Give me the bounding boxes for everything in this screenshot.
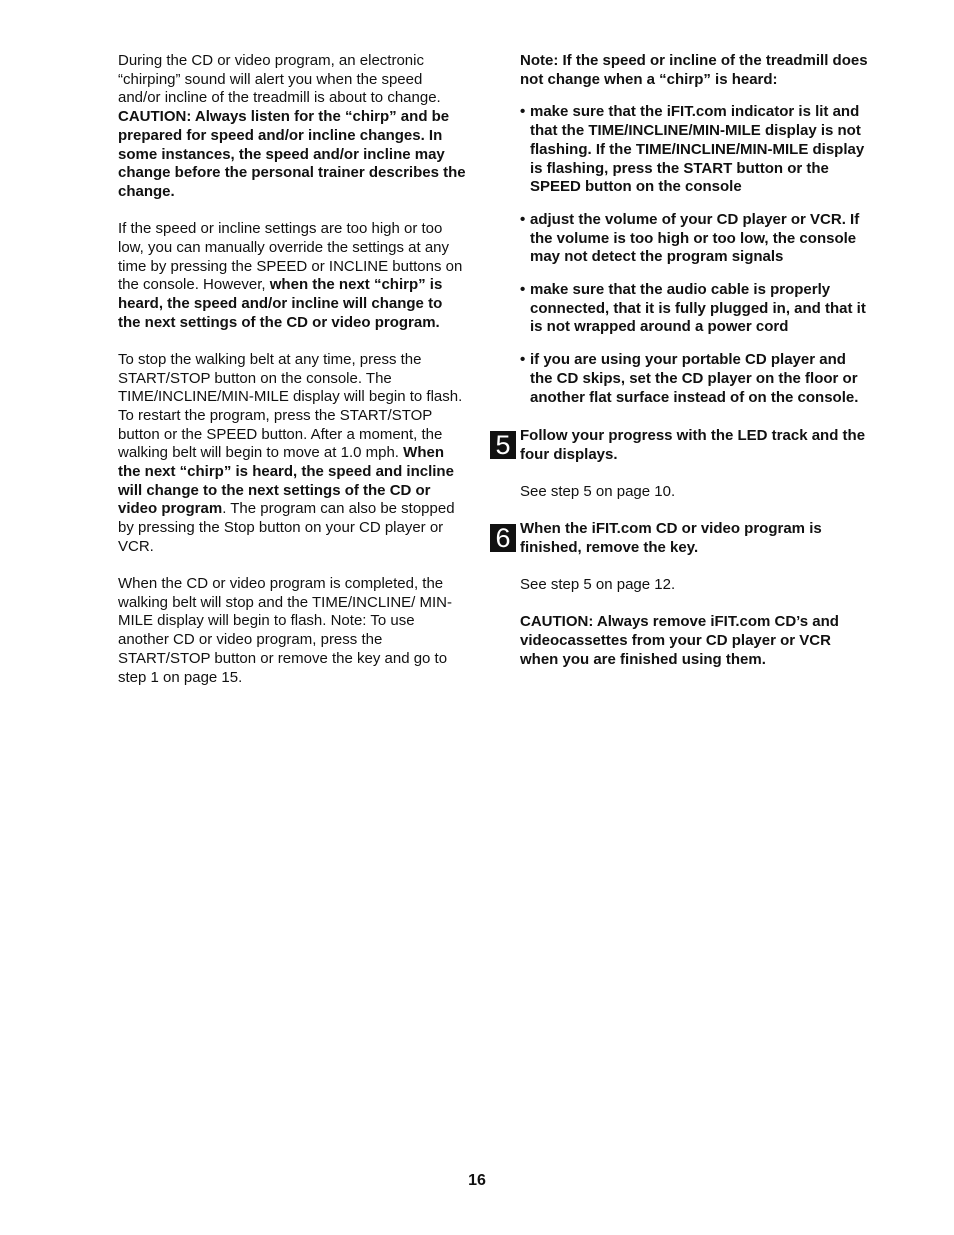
page-number: 16 xyxy=(468,1172,486,1189)
step-title: Follow your progress with the LED track and the four displays. xyxy=(520,427,866,463)
bullet-dot: • xyxy=(520,281,526,299)
bullet-item: • if you are using your portable CD player and the CD skips, set the CD player on the floor or another flat surface instead of on the console. xyxy=(520,351,859,406)
bullet-dot: • xyxy=(520,351,526,369)
step-6 xyxy=(495,520,872,557)
troubleshoot-note: Note: If the speed or incline of the treadmill does not change when a “chirp” is heard: xyxy=(520,52,868,88)
step-number-badge: 5 xyxy=(490,431,516,459)
step-title: When the iFIT.com CD or video program is finished, remove the key. xyxy=(520,520,822,557)
override-paragraph: If the speed or incline settings are too high or too low, you can manually override the settings at any time by pressing the SPEED or INCLINE buttons on the console. However, when the next “chirp” is heard, the speed and/or incline will change to the next settings of the CD or video program. xyxy=(118,220,463,331)
step-5 xyxy=(495,427,872,464)
step-number-badge: 6 xyxy=(490,524,516,552)
program-completed-paragraph: When the CD or video program is completed, the walking belt will stop and the TIME/INCLINE/ MIN-MILE display will begin to flash. Note: To use another CD or video program, press the START/STOP button or remove the key and go to step 1 on page 15. xyxy=(118,575,453,686)
chirp-caution: CAUTION: Always listen for the “chirp” and be prepared for speed and/or incline changes. In some instances, the speed and/or incline may change before the personal trainer describes the change. xyxy=(118,108,466,200)
remove-cd-caution: CAUTION: Always remove iFIT.com CD’s and videocassettes from your CD player or VCR when you are finished using them. xyxy=(520,613,839,668)
right-column xyxy=(495,52,872,670)
chirp-paragraph: During the CD or video program, an electronic “chirping” sound will alert you when the speed and/or incline of the treadmill is about to change. CAUTION: Always listen for the “chirp” and be prepared for speed and/or incline changes. In some instances, the speed and/or incline may change before the personal trainer describes the change. xyxy=(118,52,466,200)
bullet-dot: • xyxy=(520,103,526,121)
step-reference: See step 5 on page 10. xyxy=(520,483,676,501)
step-reference: See step 5 on page 12. xyxy=(520,576,676,594)
bullet-item: • make sure that the iFIT.com indicator is lit and that the TIME/INCLINE/MIN-MILE display is not flashing. If the TIME/INCLINE/MIN-MILE display is flashing, press the START button or the SPEED button on the console xyxy=(520,103,865,196)
stop-belt-paragraph: To stop the walking belt at any time, press the START/STOP button on the console. The TIME/INCLINE/MIN-MILE display will begin to flash. To restart the program, press the START/STOP button or the SPEED button. After a moment, the walking belt will begin to move at 1.0 mph. When the next “chirp” is heard, the speed and incline will change to the next settings of the CD or video program. The program can also be stopped by pressing the Stop button on your CD player or VCR. xyxy=(118,350,463,555)
bullet-item: • make sure that the audio cable is properly connected, that it is fully plugged in, and that it is not wrapped around a power cord xyxy=(520,281,866,336)
left-column xyxy=(118,52,468,706)
bullet-dot: • xyxy=(520,210,526,228)
bullet-item: • adjust the volume of your CD player or VCR. If the volume is too high or too low, the console may not detect the program signals xyxy=(520,210,860,266)
